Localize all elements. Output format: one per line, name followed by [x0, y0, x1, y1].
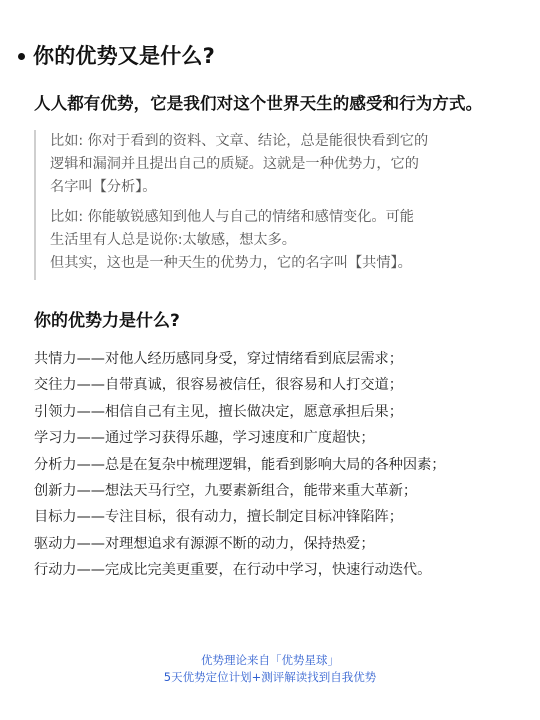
list-item: 创新力——想法天马行空，九要素新组合，能带来重大革新；	[34, 482, 418, 499]
title-row	[18, 40, 215, 70]
footer-plan-line: 5天优势定位计划+测评解读找到自我优势	[163, 670, 377, 684]
list-item: 行动力——完成比完美更重要，在行动中学习，快速行动迭代。	[34, 562, 432, 579]
section-title: 你的优势力是什么?	[34, 311, 180, 331]
list-item: 驱动力——对理想追求有源源不断的动力，保持热爱；	[34, 535, 375, 552]
list-item: 学习力——通过学习获得乐趣，学习速度和广度超快；	[34, 430, 375, 447]
page-title: 你的优势又是什么?	[33, 44, 215, 68]
list-item: 共情力——对他人经历感同身受，穿过情绪看到底层需求；	[34, 351, 403, 367]
strength-list	[34, 346, 514, 584]
list-item: 目标力——专注目标，很有动力，擅长制定目标冲锋陷阵；	[34, 509, 403, 526]
footer	[0, 652, 540, 686]
footer-source-line: 优势理论来自「优势星球」	[201, 653, 339, 667]
list-item: 分析力——总是在复杂中梳理逻辑，能看到影响大局的各种因素；	[34, 456, 446, 473]
list-item: 交往力——自带真诚，很容易被信任，很容易和人打交道；	[34, 377, 403, 394]
quote-block	[34, 130, 500, 280]
quote-paragraph-empathy: 比如: 你能敏锐感知到他人与自己的情绪和感情变化。可能 生活里有人总是说你:太敏感，想太多。 但其实，这也是一种天生的优势力，它的名字叫【共情】。	[50, 209, 414, 271]
bullet-icon	[18, 53, 25, 60]
lead-sentence: 人人都有优势，它是我们对这个世界天生的感受和行为方式。	[34, 94, 483, 113]
quote-paragraph-analysis: 比如: 你对于看到的资料、文章、结论，总是能很快看到它的 逻辑和漏洞并且提出自己的质疑。这就是一种优势力，它的 名字叫【分析】。	[50, 133, 429, 195]
list-item: 引领力——相信自己有主见，擅长做决定，愿意承担后果；	[34, 403, 403, 420]
